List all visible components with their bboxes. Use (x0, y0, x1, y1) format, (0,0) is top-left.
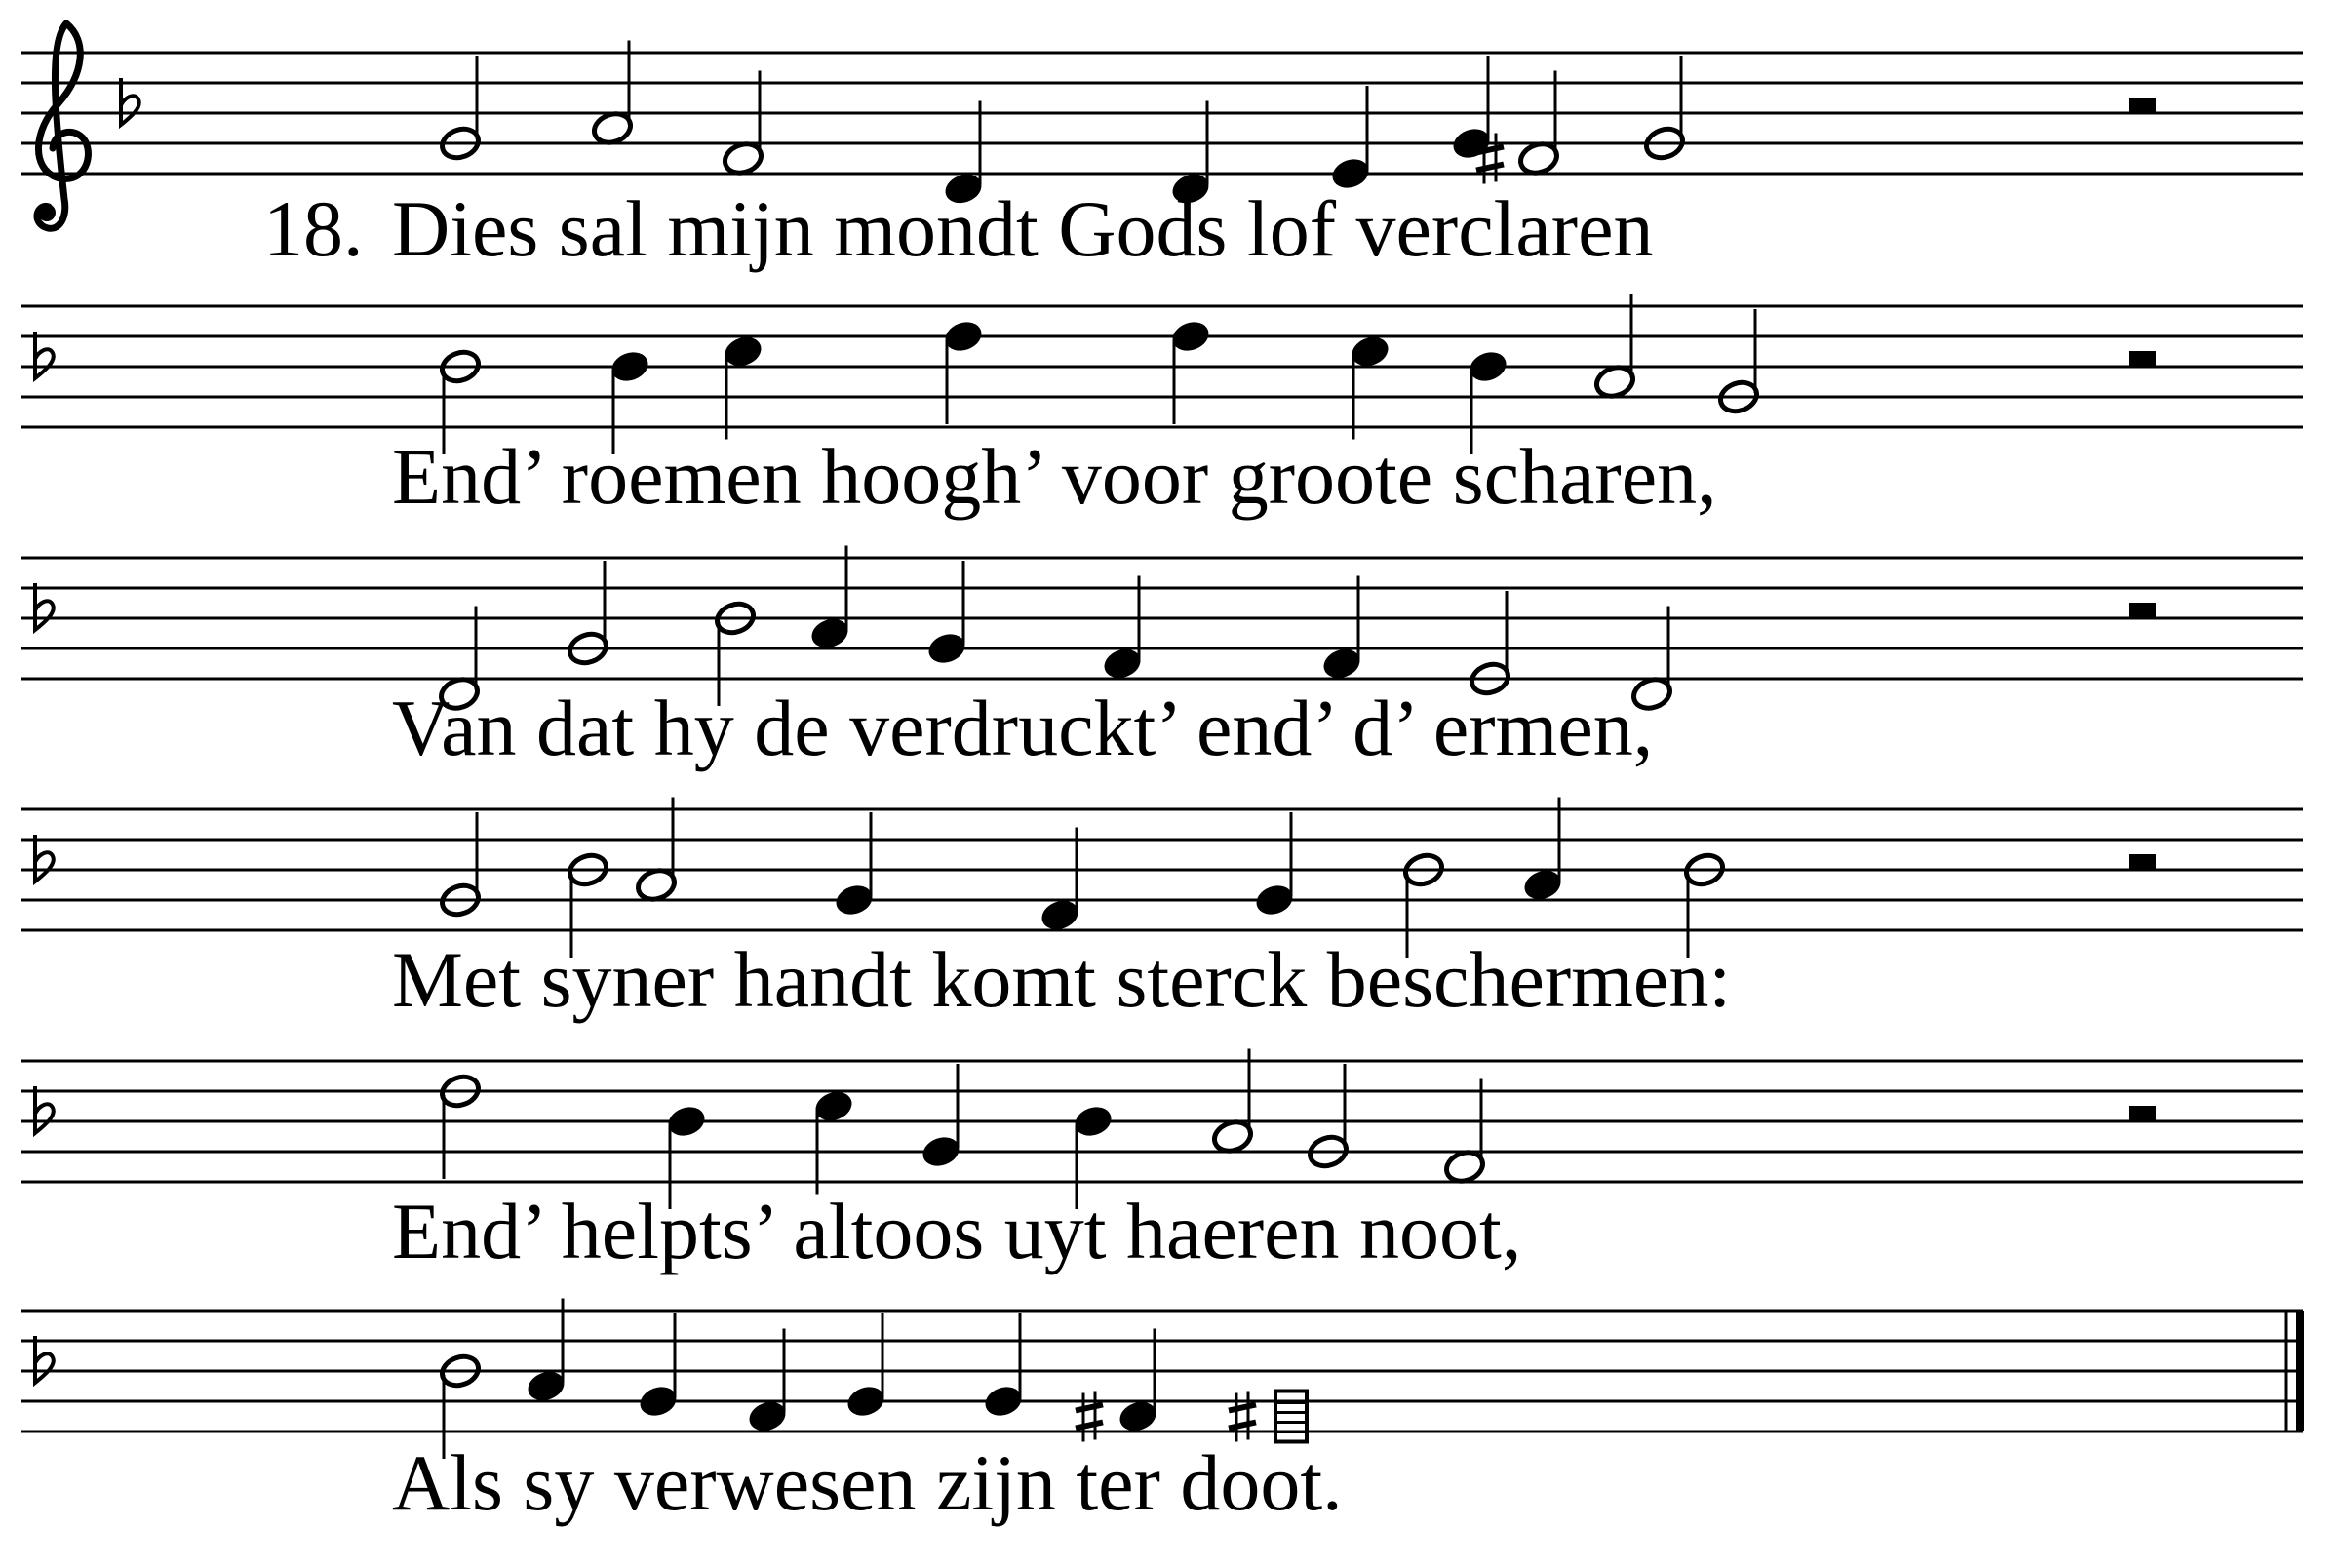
sharp-stroke (1076, 1405, 1103, 1411)
note (1168, 317, 1212, 424)
lyric-line-4: Met syner handt komt sterck beschermen: (392, 935, 1732, 1024)
half-rest-icon (2129, 603, 2156, 618)
treble-clef-icon (37, 23, 88, 228)
sharp-stroke (1229, 1405, 1256, 1411)
lyric-line-5: End’ helpts’ altoos uyt haeren noot, (392, 1187, 1522, 1275)
half-rest-icon (2129, 98, 2156, 113)
sharp-stroke (1076, 1423, 1103, 1429)
note (438, 812, 482, 920)
flat-sign-icon (35, 835, 54, 882)
note (1348, 333, 1392, 440)
note (1520, 798, 1564, 905)
note (438, 1072, 482, 1179)
note (941, 317, 985, 424)
note (1442, 1079, 1486, 1187)
note (1449, 56, 1493, 163)
note (1716, 309, 1760, 416)
verse-number: 18. (263, 184, 364, 273)
lyric-line-1: Dies sal mijn mondt Gods lof verclaren (392, 184, 1654, 273)
note (843, 1313, 887, 1421)
lyric-line-6: Als sy verwesen zijn ter doot. (392, 1438, 1343, 1527)
note (721, 333, 764, 440)
note (1229, 1392, 1307, 1442)
longa-notehead (1275, 1392, 1307, 1442)
note (811, 1087, 855, 1195)
half-rest-icon (2129, 854, 2156, 870)
note (807, 546, 851, 653)
sharp-sign-icon (1076, 1392, 1103, 1442)
flat-sign-icon (35, 1336, 54, 1383)
half-rest-icon (2129, 351, 2156, 367)
note (1642, 56, 1686, 163)
note (1252, 812, 1296, 920)
note (1100, 576, 1144, 684)
staff-system (21, 1049, 2303, 1210)
note (438, 56, 482, 163)
lyric-line-2: End’ roemen hoogh’ voor groote scharen, (392, 432, 1717, 521)
note (636, 1313, 680, 1421)
note (745, 1329, 789, 1436)
note (1319, 576, 1363, 684)
note (1592, 294, 1636, 402)
note (924, 561, 968, 668)
treble-clef-dot (38, 204, 56, 221)
flat-sign-icon (35, 583, 54, 630)
note (566, 561, 609, 668)
half-rest-icon (2129, 1106, 2156, 1121)
note (1306, 1064, 1350, 1171)
sharp-stroke (1476, 165, 1504, 171)
note (1210, 1049, 1254, 1156)
note (981, 1313, 1025, 1421)
note (1468, 591, 1511, 698)
note (919, 1064, 962, 1171)
sharp-stroke (1229, 1423, 1256, 1429)
note (1038, 828, 1081, 935)
note (721, 71, 764, 178)
note (1076, 1329, 1160, 1442)
note (524, 1299, 568, 1406)
staff-system (21, 294, 2303, 455)
flat-sign-icon (121, 78, 139, 125)
flat-sign-icon (35, 1086, 54, 1133)
note (832, 812, 876, 920)
sharp-sign-icon (1229, 1392, 1256, 1442)
staff-system (21, 798, 2303, 959)
flat-sign-icon (35, 332, 54, 378)
note (1328, 86, 1372, 193)
note (590, 41, 634, 148)
staff-system (21, 1299, 2303, 1460)
lyric-line-3: Van dat hy de verdruckt’ end’ d’ ermen, (392, 684, 1654, 772)
note (634, 798, 678, 905)
